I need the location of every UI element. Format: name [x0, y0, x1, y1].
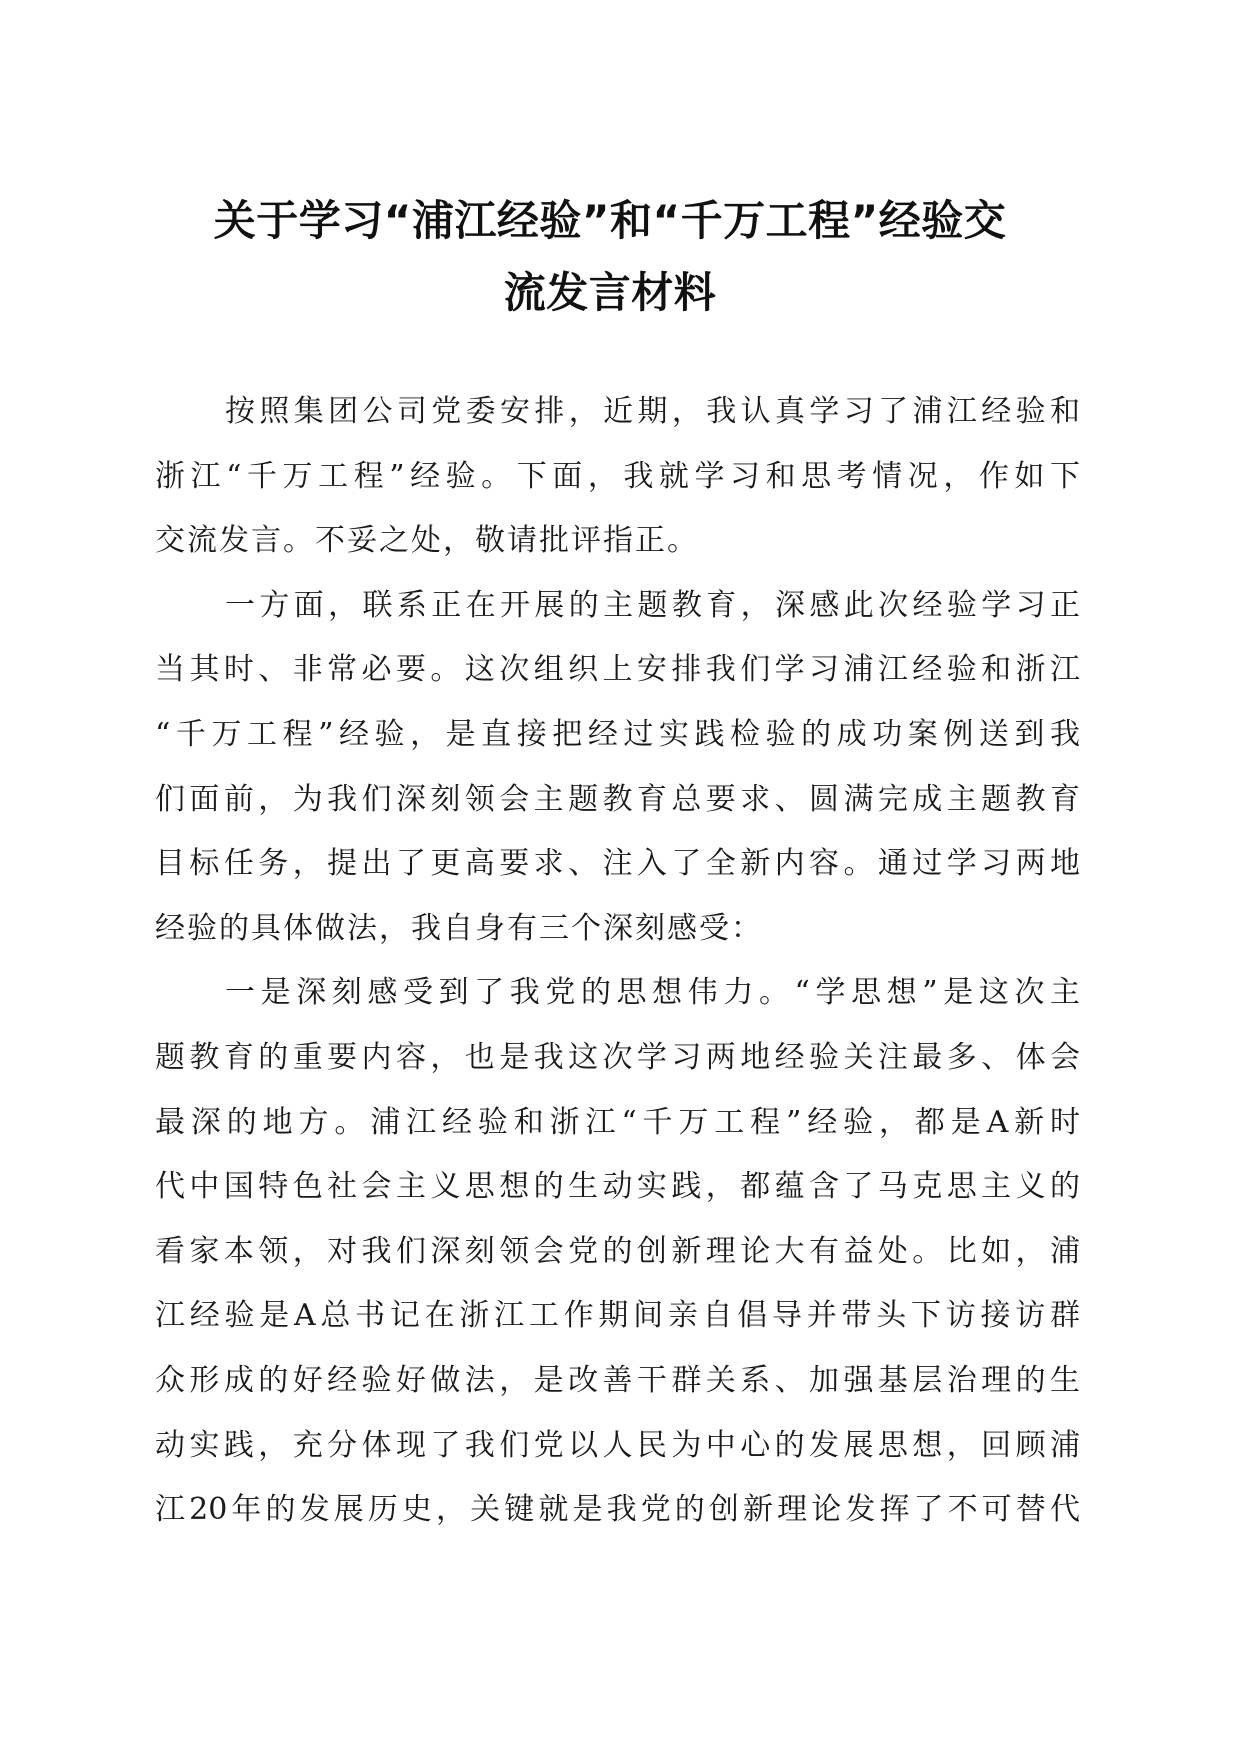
text-line: 们面前，为我们深刻领会主题教育总要求、圆满完成主题教育	[155, 781, 1080, 817]
text-line: 众形成的好经验好做法，是改善干群关系、加强基层治理的生	[155, 1362, 1080, 1398]
text-line: 交流发言。不妥之处，敬请批评指正。	[155, 523, 699, 559]
document-title	[140, 185, 1080, 329]
text-line: 最深的地方。浦江经验和浙江“千万工程”经验，都是A新时	[155, 1104, 1080, 1140]
text-line: 经验的具体做法，我自身有三个深刻感受：	[155, 910, 763, 946]
title-line: 流发言材料	[503, 268, 717, 317]
text-line: 目标任务，提出了更高要求、注入了全新内容。通过学习两地	[155, 846, 1080, 882]
title-line: 关于学习“浦江经验”和“千万工程”经验交	[213, 196, 1007, 245]
paragraph-1	[155, 380, 1080, 574]
text-line: 按照集团公司党委安排，近期，我认真学习了浦江经验和	[225, 394, 1080, 429]
text-line: 动实践，充分体现了我们党以人民为中心的发展思想，回顾浦	[155, 1427, 1080, 1463]
text-line: 江经验是A总书记在浙江工作期间亲自倡导并带头下访接访群	[155, 1298, 1080, 1334]
text-line: 看家本领，对我们深刻领会党的创新理论大有益处。比如，浦	[155, 1233, 1080, 1269]
paragraph-3	[155, 961, 1080, 1542]
text-line: 江20年的发展历史，关键就是我党的创新理论发挥了不可替代	[155, 1492, 1080, 1528]
text-line: 题教育的重要内容，也是我这次学习两地经验关注最多、体会	[155, 1039, 1080, 1075]
text-line: “千万工程”经验，是直接把经过实践检验的成功案例送到我	[155, 716, 1080, 752]
document-body	[155, 380, 1080, 1543]
text-line: 一方面，联系正在开展的主题教育，深感此次经验学习正	[225, 587, 1080, 623]
text-line: 代中国特色社会主义思想的生动实践，都蕴含了马克思主义的	[155, 1169, 1080, 1205]
text-line: 当其时、非常必要。这次组织上安排我们学习浦江经验和浙江	[155, 652, 1080, 688]
text-line: 一是深刻感受到了我党的思想伟力。“学思想”是这次主	[225, 975, 1080, 1011]
text-line: 浙江“千万工程”经验。下面，我就学习和思考情况，作如下	[155, 458, 1080, 494]
paragraph-2	[155, 574, 1080, 962]
